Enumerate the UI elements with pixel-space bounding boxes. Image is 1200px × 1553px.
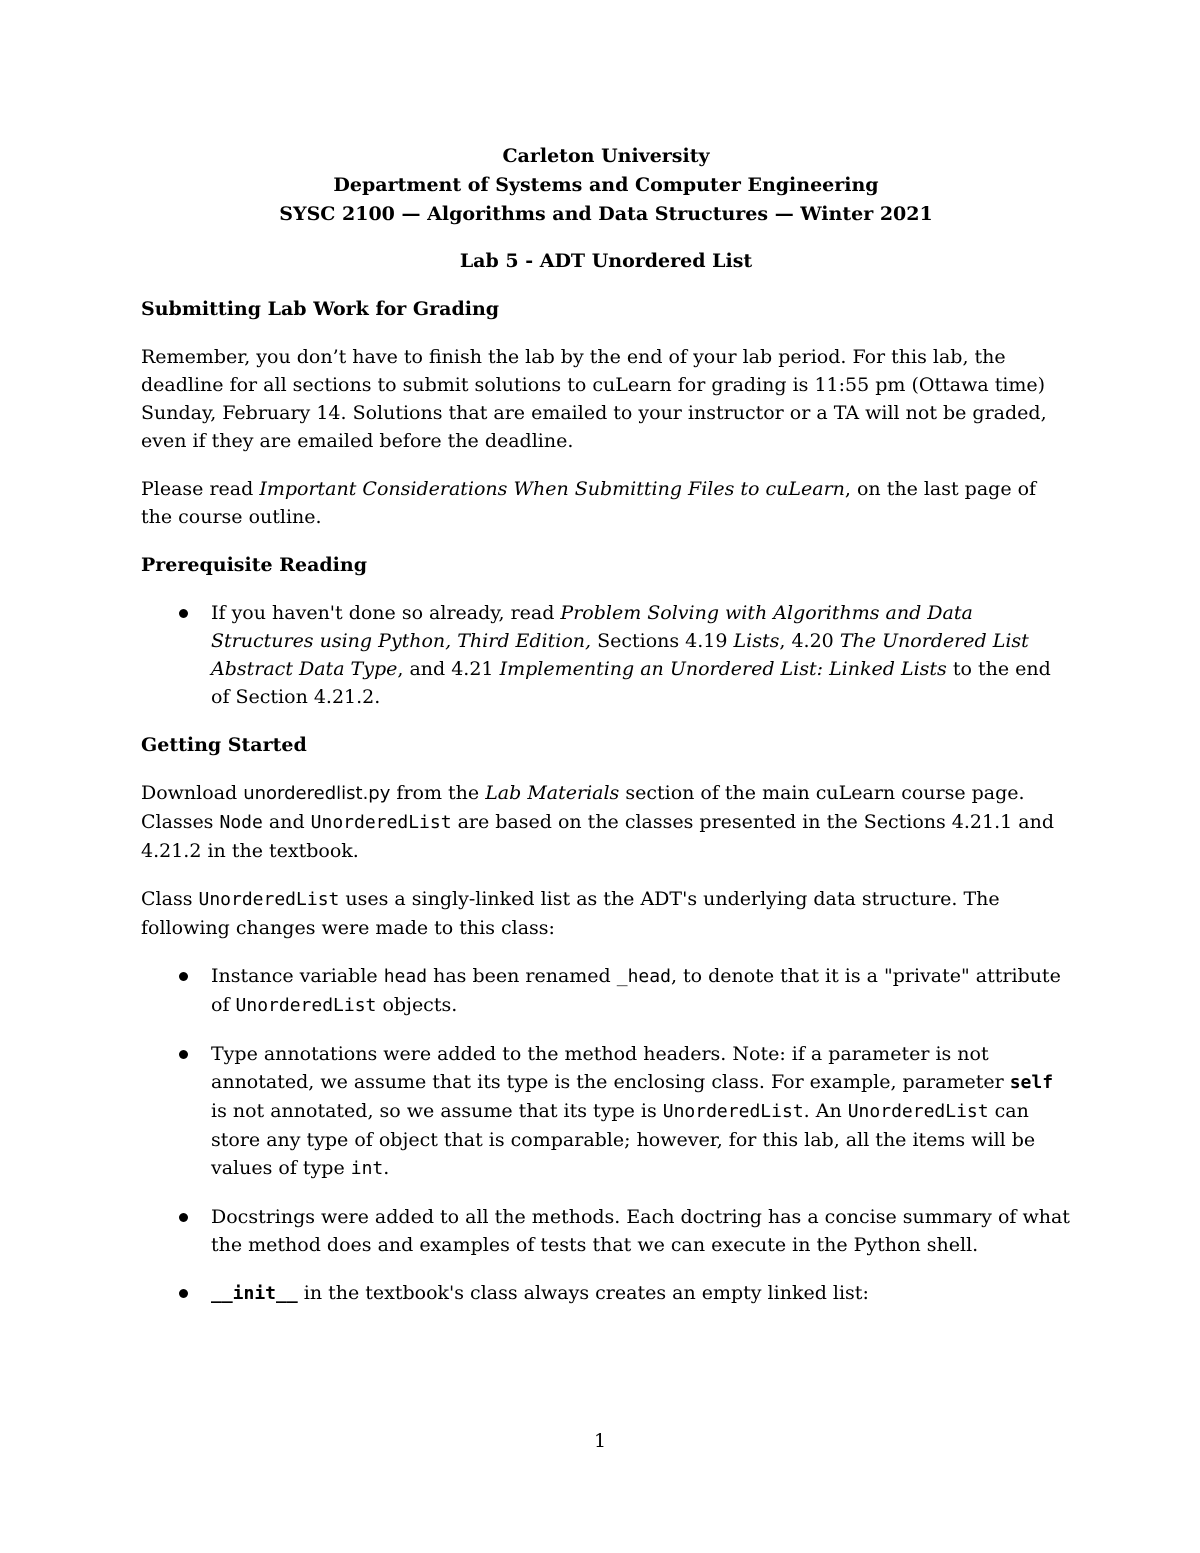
bullet-icon bbox=[179, 1050, 188, 1059]
list-item: If you haven't done so already, read Problem Solving with Algorithms and Data Structures using Python, Third Edition, Sections 4.19 Lists, 4.20 The Unordered List Abstract Data Type, and 4.21 Implementing an Unordered List: Linked Lists to the end of Section 4.21.2. bbox=[141, 599, 1071, 711]
list-item: __init__ in the textbook's class always creates an empty linked list: bbox=[141, 1279, 1071, 1308]
prereq-heading: Prerequisite Reading bbox=[141, 554, 367, 576]
submitting-paragraph-1: Remember, you don’t have to finish the lab by the end of your lab period. For this lab, the deadline for all sections to submit solutions to cuLearn for grading is 11:55 pm (Ottawa time) Sunday, February 14. Solutions that are emailed to your instructor or a TA will not be graded, even if they are emailed before the deadline. bbox=[141, 346, 1047, 452]
list-item: Docstrings were added to all the methods. Each doctring has a concise summary of what the method does and examples of tests that we can execute in the Python shell. bbox=[141, 1203, 1071, 1259]
page-content bbox=[141, 142, 1071, 1328]
submitting-paragraph-2: Please read Important Considerations When Submitting Files to cuLearn, on the last page of the course outline. bbox=[141, 478, 1037, 528]
bullet-icon bbox=[179, 1289, 188, 1298]
getting-started-paragraph-1: Download unorderedlist.py from the Lab Materials section of the main cuLearn course page. Classes Node and UnorderedList are based on the classes presented in the Sections 4.21.1 and 4.21.2 in the textbook. bbox=[141, 782, 1055, 862]
list-item: Instance variable head has been renamed _head, to denote that it is a "private" attribute of UnorderedList objects. bbox=[141, 962, 1071, 1020]
filename: unorderedlist.py bbox=[243, 783, 391, 804]
page-number: 1 bbox=[593, 1430, 607, 1452]
bullet-icon bbox=[179, 1213, 188, 1222]
changes-list bbox=[141, 962, 1071, 1308]
considerations-title: Important Considerations When Submitting Files to cuLearn bbox=[259, 478, 845, 500]
course-title: SYSC 2100 — Algorithms and Data Structures — Winter 2021 bbox=[279, 203, 933, 225]
getting-started-heading: Getting Started bbox=[141, 734, 307, 756]
getting-started-paragraph-2: Class UnorderedList uses a singly-linked list as the ADT's underlying data structure. The following changes were made to this class: bbox=[141, 888, 1000, 939]
submitting-heading: Submitting Lab Work for Grading bbox=[141, 298, 500, 320]
title-block bbox=[141, 142, 1071, 229]
lab-title: Lab 5 - ADT Unordered List bbox=[459, 250, 753, 272]
university-name: Carleton University bbox=[502, 145, 710, 167]
list-item: Type annotations were added to the method headers. Note: if a parameter is not annotated, we assume that its type is the enclosing class. For example, parameter self is not annotated, so we assume that its type is UnorderedList. An UnorderedList can store any type of object that is comparable; however, for this lab, all the items will be values of type int. bbox=[141, 1040, 1071, 1183]
bullet-icon bbox=[179, 972, 188, 981]
bullet-icon bbox=[179, 609, 188, 618]
department-name: Department of Systems and Computer Engineering bbox=[333, 174, 879, 196]
prereq-list bbox=[141, 599, 1071, 711]
